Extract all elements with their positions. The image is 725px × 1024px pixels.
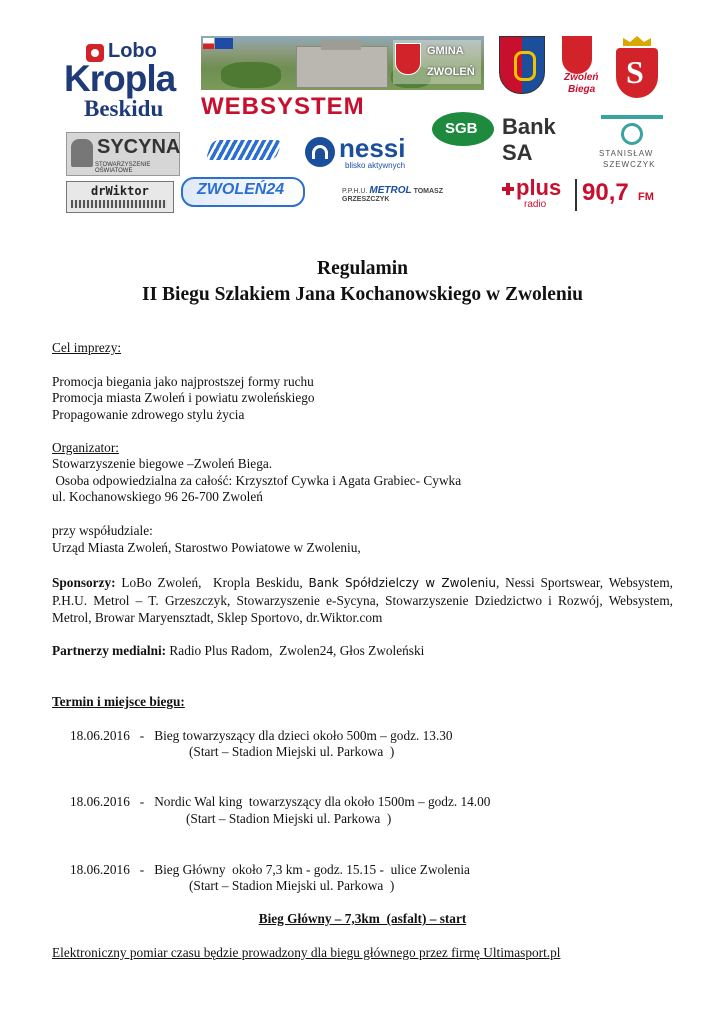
- metrol-text: METROL: [369, 185, 412, 196]
- cel-item-3: Propagowanie zdrowego stylu życia: [52, 407, 245, 422]
- document-subtitle: II Biegu Szlakiem Jana Kochanowskiego w Zwoleniu: [142, 284, 583, 305]
- sponsor-logos-banner: [0, 0, 725, 225]
- media-label: Partnerzy medialni:: [52, 643, 167, 658]
- fm-frequency-text: 90,7: [582, 179, 629, 206]
- sycyna-logo: [66, 132, 180, 176]
- kropla-text: Kropla: [64, 58, 176, 99]
- sponsors-text-1: LoBo Zwoleń, Kropla Beskidu,: [115, 575, 309, 590]
- gmina-crest-icon: [395, 43, 421, 75]
- poland-flag-icon: [203, 38, 214, 49]
- eu-flag-icon: [215, 38, 233, 49]
- nessi-logo: [305, 135, 415, 171]
- zwolen-biega-crest-icon: [562, 36, 592, 74]
- media-partners: [52, 643, 424, 660]
- drwiktor-text: drWiktor: [91, 184, 149, 198]
- town-hall-building: [296, 46, 388, 88]
- lobo-text: Lobo: [108, 40, 157, 62]
- metrol-logo: [342, 185, 482, 201]
- websystem-logo: WEBSYSTEM: [201, 93, 365, 120]
- gmina-text-line2: ZWOLEŃ: [427, 66, 475, 78]
- event-1-start: (Start – Stadion Miejski ul. Parkowa ): [189, 744, 395, 759]
- szewczyk-logo: [597, 115, 669, 173]
- main-run-heading: Bieg Główny – 7,3km (asfalt) – start: [258, 911, 467, 926]
- gmina-text-line1: GMINA: [427, 45, 464, 57]
- organizer-line-1: Stowarzyszenie biegowe –Zwoleń Biega.: [52, 456, 273, 471]
- cel-item-2: Promocja miasta Zwoleń i powiatu zwoleńskiego: [52, 390, 315, 405]
- sycyna-text: SYCYNA: [97, 136, 181, 158]
- metrol-prefix: P.P.H.U.: [342, 188, 368, 195]
- cel-item-1: Promocja biegania jako najprostszej formy ruchu: [52, 374, 314, 389]
- radio-divider: [575, 179, 577, 211]
- metrol-owner: TOMASZ GRZESZCZYK: [342, 188, 443, 203]
- zwolen24-text: ZWOLEŃ24: [197, 181, 285, 198]
- nessi-circle-icon: [305, 137, 335, 167]
- sgb-bank-logo: [432, 110, 592, 165]
- town-crest-icon: S: [613, 36, 661, 100]
- beskidu-text: Beskidu: [84, 96, 164, 121]
- bank-sa-text: Bank SA: [502, 114, 556, 165]
- zwolen24-logo: [181, 177, 305, 207]
- stripes-logo-icon: [209, 140, 279, 162]
- zwolen-biega-text-2: Biega: [568, 84, 596, 95]
- drone-icon: [601, 115, 663, 119]
- radio-text: radio: [524, 199, 547, 210]
- plus-cross-icon: [502, 183, 514, 195]
- zwolen-biega-logo: [550, 36, 610, 98]
- event-3-line: 18.06.2016 - Bieg Główny około 7,3 km - godz. 15.15 - ulice Zwolenia: [70, 862, 470, 877]
- fm-unit-text: FM: [638, 191, 654, 203]
- sgb-text: SGB: [445, 120, 478, 137]
- event-2-start: (Start – Stadion Miejski ul. Parkowa ): [186, 811, 392, 826]
- document-title: Regulamin: [316, 258, 408, 279]
- crown-icon: [623, 36, 651, 46]
- nessi-tagline: blisko aktywnych: [345, 161, 406, 170]
- kropla-beskidu-logo: [62, 40, 194, 122]
- drwiktor-logo: [66, 181, 174, 213]
- organizer-heading: Organizator:: [52, 440, 119, 455]
- szewczyk-text-1: STANISŁAW: [599, 149, 654, 158]
- plus-text: plus: [516, 175, 562, 200]
- sponsors-bank: Bank Spółdzielczy w Zwoleniu: [308, 576, 496, 590]
- town-aerial-photo: [201, 36, 484, 90]
- sycyna-subtext: STOWARZYSZENIE OŚWIATOWE: [95, 162, 151, 174]
- event-2-line: 18.06.2016 - Nordic Wal king towarzyszący dla około 1500m – godz. 14.00: [70, 794, 491, 809]
- termin-heading: Termin i miejsce biegu:: [52, 694, 185, 709]
- sponsors-text-2: , Nessi Sportswear, Websystem, P.H.U. Metrol – T. Grzeszczyk, Stowarzyszenie e-Sycyna, Stowarzyszenie Dziedzictwo i Rozwój, Websystem, Metrol, Browar Maryensztadt, Sklep Sportovo, dr.Wiktor.com: [52, 575, 673, 625]
- nessi-text: nessi: [339, 133, 406, 163]
- gmina-zwolen-badge: [393, 40, 481, 84]
- radio-plus-logo: [500, 177, 662, 215]
- powiat-crest-icon: [499, 36, 545, 94]
- sponsors-label: Sponsorzy:: [52, 575, 116, 590]
- timing-note: Elektroniczny pomiar czasu będzie prowadzony dla biegu głównego przez firmę Ultimasport.pl: [52, 945, 561, 960]
- event-3-start: (Start – Stadion Miejski ul. Parkowa ): [189, 878, 395, 893]
- event-1-line: 18.06.2016 - Bieg towarzyszący dla dzieci około 500m – godz. 13.30: [70, 728, 453, 743]
- media-text: Radio Plus Radom, Zwolen24, Głos Zwoleński: [166, 643, 425, 658]
- sponsors-paragraph: [52, 574, 673, 626]
- cel-heading: Cel imprezy:: [52, 340, 122, 355]
- cooperation-text: Urząd Miasta Zwoleń, Starostwo Powiatowe w Zwoleniu,: [52, 540, 361, 555]
- szewczyk-text-2: SZEWCZYK: [603, 160, 656, 169]
- organizer-line-3: ul. Kochanowskiego 96 26-700 Zwoleń: [52, 489, 263, 504]
- camera-icon: [621, 123, 643, 145]
- cooperation-label: przy współudziale:: [52, 523, 153, 538]
- organizer-line-2: Osoba odpowiedzialna za całość: Krzysztof Cywka i Agata Grabiec- Cywka: [52, 473, 462, 488]
- sycyna-figure-icon: [71, 139, 93, 167]
- zwolen-biega-text-1: Zwoleń: [564, 72, 599, 83]
